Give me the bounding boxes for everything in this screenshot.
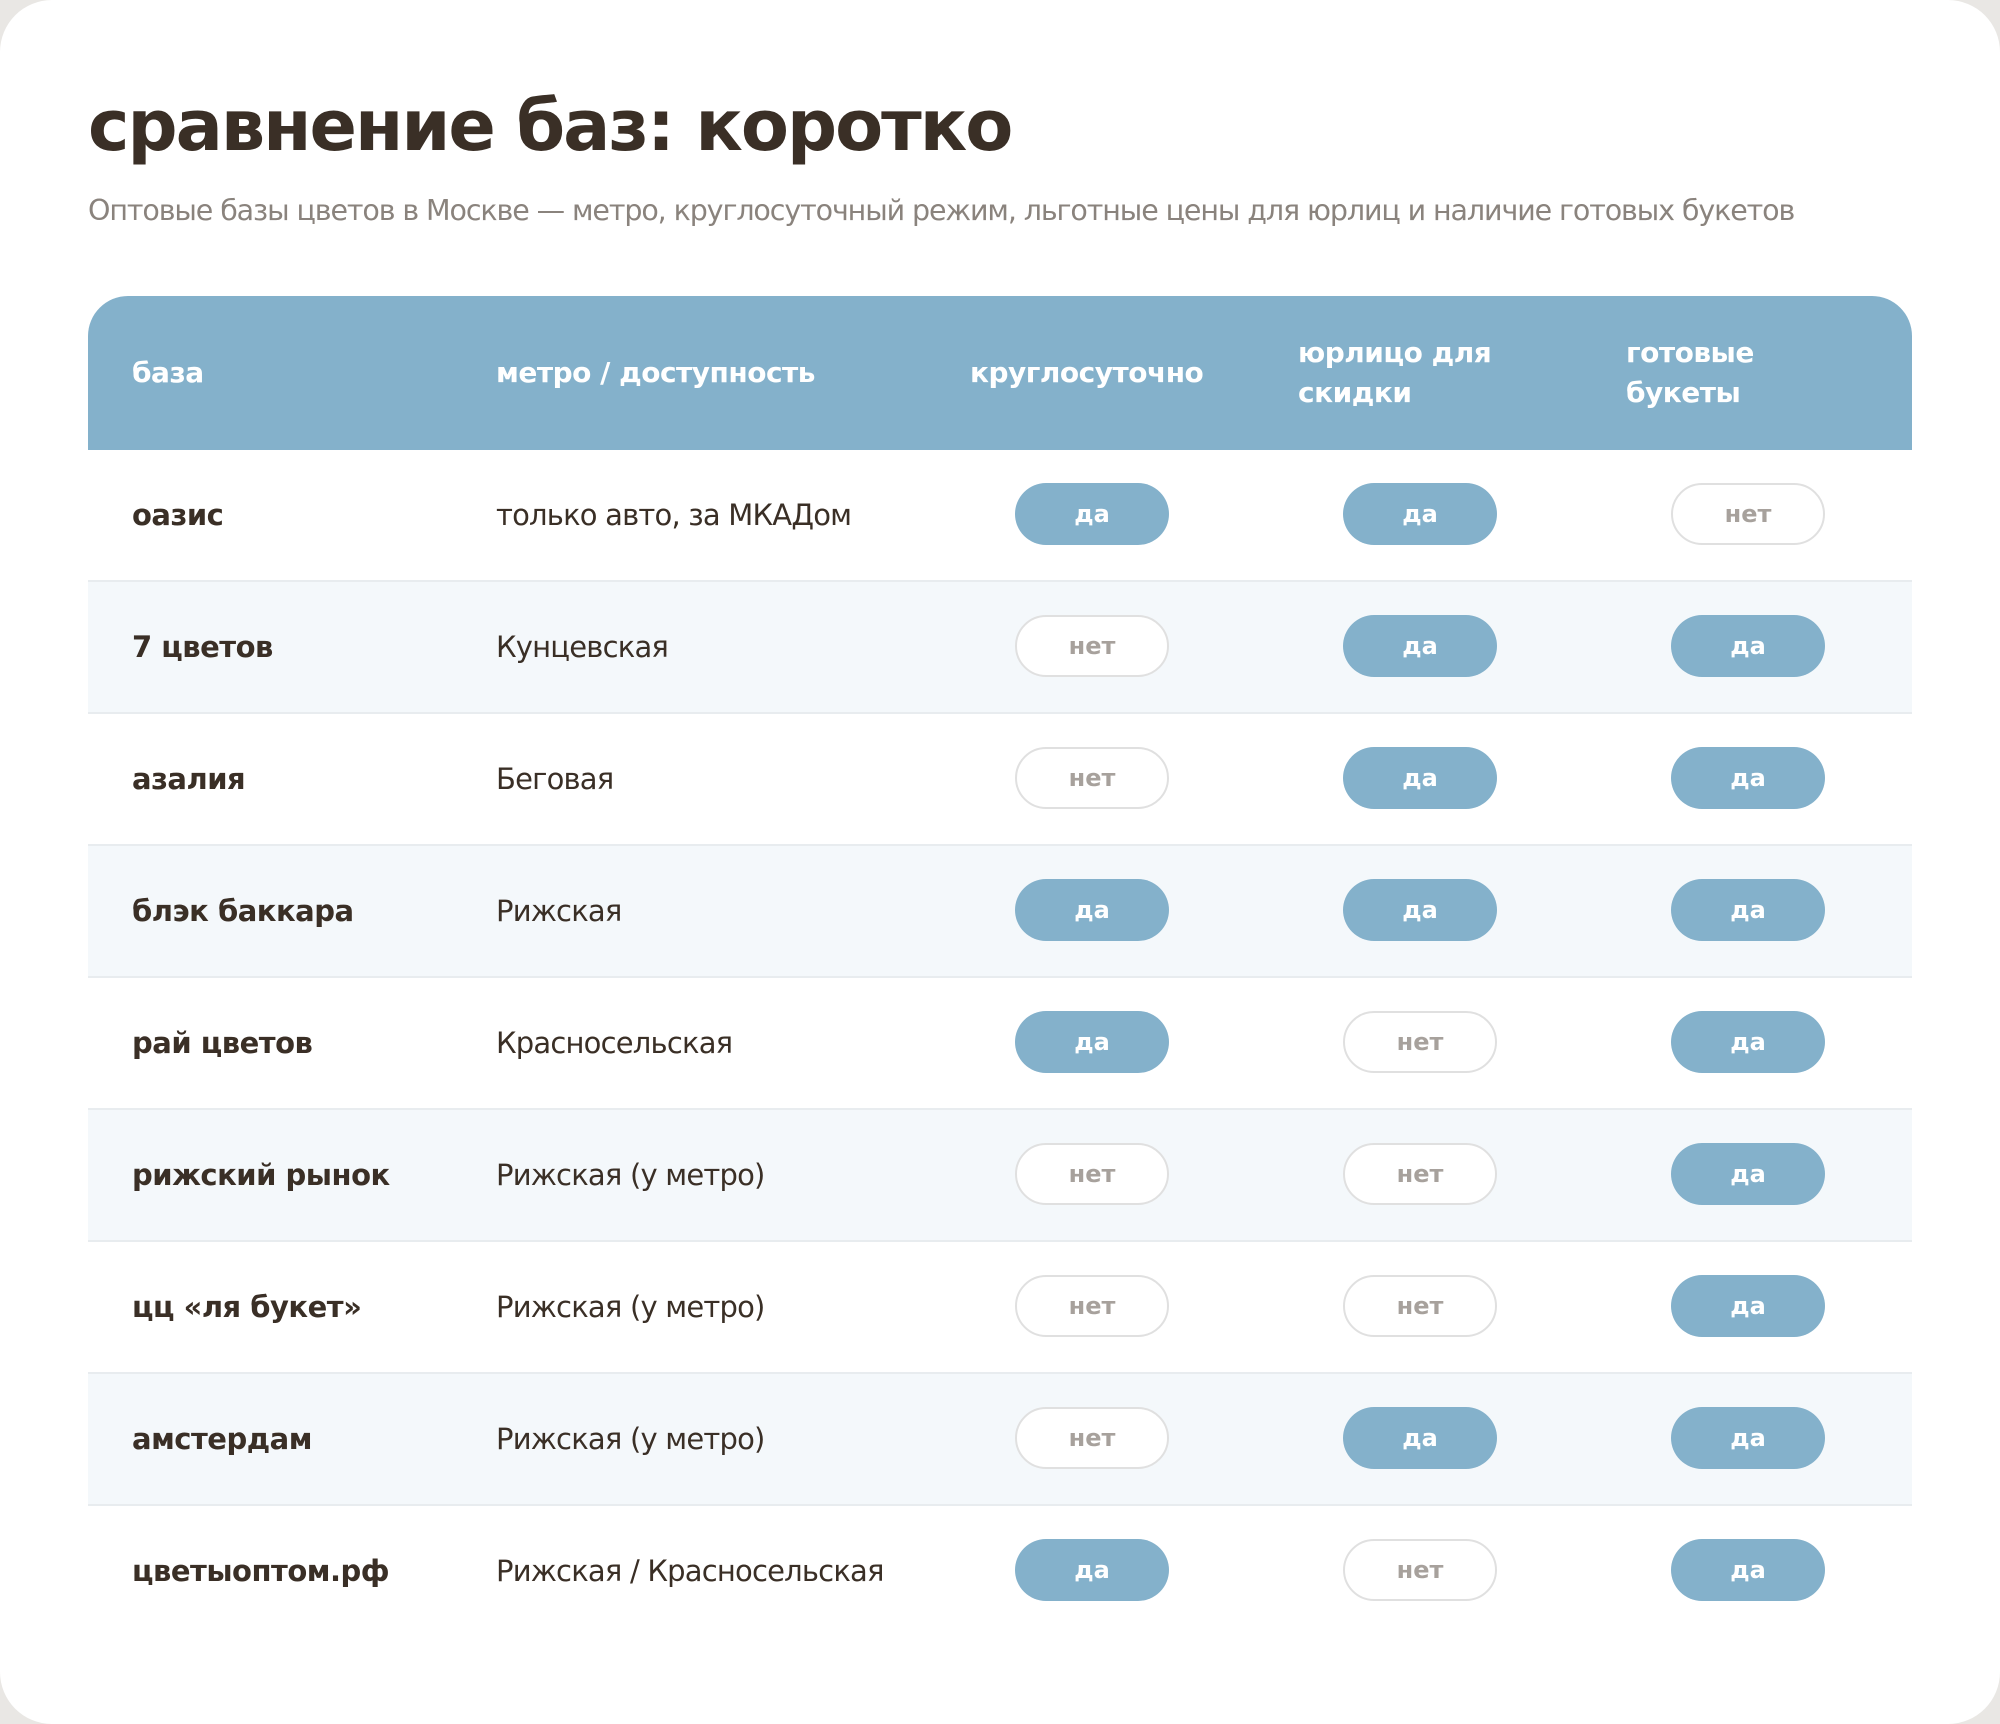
allday-badge: нет [1015, 615, 1169, 677]
table-row [88, 450, 1912, 582]
table-body [88, 450, 1912, 1638]
page-title: сравнение баз: коротко [88, 85, 1012, 167]
legal-discount-badge: нет [1343, 1275, 1497, 1337]
base-name: блэк баккара [132, 894, 354, 928]
base-name: рай цветов [132, 1026, 313, 1060]
base-name: азалия [132, 762, 246, 796]
metro-access: Кунцевская [496, 630, 669, 664]
base-name: цц «ля букет» [132, 1290, 362, 1324]
metro-access: Рижская (у метро) [496, 1290, 765, 1324]
table-row [88, 582, 1912, 714]
allday-badge: нет [1015, 1275, 1169, 1337]
allday-badge: да [1015, 1011, 1169, 1073]
allday-badge: да [1015, 1539, 1169, 1601]
table-row [88, 846, 1912, 978]
base-name: оазис [132, 498, 224, 532]
legal-discount-badge: да [1343, 747, 1497, 809]
table-header [88, 296, 1912, 450]
bouquets-badge: да [1671, 879, 1825, 941]
table-row [88, 1110, 1912, 1242]
bouquets-badge: да [1671, 1143, 1825, 1205]
allday-badge: нет [1015, 1407, 1169, 1469]
table-row [88, 978, 1912, 1110]
header-metro: метро / доступность [496, 356, 815, 389]
bouquets-badge: да [1671, 1011, 1825, 1073]
header-legal-discount: юрлицо для скидки [1298, 336, 1492, 409]
allday-badge: нет [1015, 747, 1169, 809]
header-base: база [132, 356, 204, 389]
metro-access: Беговая [496, 762, 614, 796]
header-allday: круглосуточно [970, 356, 1204, 389]
allday-badge: нет [1015, 1143, 1169, 1205]
base-name: цветыоптом.рф [132, 1554, 389, 1588]
page-subtitle: Оптовые базы цветов в Москве — метро, круглосуточный режим, льготные цены для юрлиц и наличие готовых букетов [88, 194, 1795, 227]
legal-discount-badge: да [1343, 879, 1497, 941]
base-name: амстердам [132, 1422, 312, 1456]
legal-discount-badge: да [1343, 615, 1497, 677]
metro-access: Рижская / Красносельская [496, 1554, 884, 1588]
bouquets-badge: да [1671, 747, 1825, 809]
metro-access: Рижская (у метро) [496, 1158, 765, 1192]
allday-badge: да [1015, 879, 1169, 941]
bouquets-badge: да [1671, 1407, 1825, 1469]
header-ready-bouquets: готовые букеты [1626, 336, 1754, 409]
bouquets-badge: да [1671, 1539, 1825, 1601]
legal-discount-badge: нет [1343, 1011, 1497, 1073]
legal-discount-badge: да [1343, 483, 1497, 545]
table-row [88, 714, 1912, 846]
metro-access: Красносельская [496, 1026, 733, 1060]
metro-access: только авто, за МКАДом [496, 498, 852, 532]
bouquets-badge: нет [1671, 483, 1825, 545]
metro-access: Рижская (у метро) [496, 1422, 765, 1456]
base-name: 7 цветов [132, 630, 273, 664]
bouquets-badge: да [1671, 1275, 1825, 1337]
metro-access: Рижская [496, 894, 622, 928]
table-row [88, 1506, 1912, 1638]
legal-discount-badge: нет [1343, 1143, 1497, 1205]
table-row [88, 1374, 1912, 1506]
bouquets-badge: да [1671, 615, 1825, 677]
table-row [88, 1242, 1912, 1374]
legal-discount-badge: нет [1343, 1539, 1497, 1601]
base-name: рижский рынок [132, 1158, 390, 1192]
comparison-table [88, 296, 1912, 1638]
legal-discount-badge: да [1343, 1407, 1497, 1469]
allday-badge: да [1015, 483, 1169, 545]
